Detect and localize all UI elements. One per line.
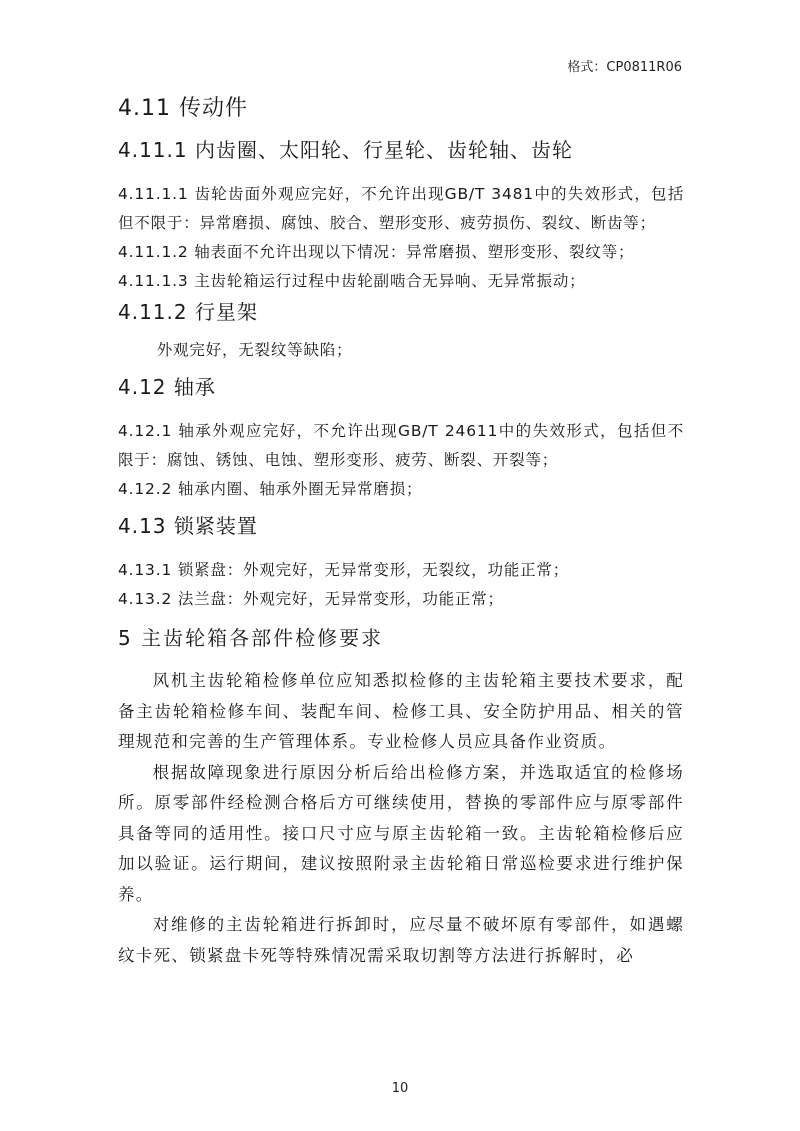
section-heading-4-11-1: 4.11.1 内齿圈、太阳轮、行星轮、齿轮轴、齿轮	[118, 138, 573, 162]
clause-4-13-2: 4.13.2 法兰盘：外观完好，无异常变形，功能正常；	[118, 590, 504, 608]
format-code: 格式：CP0811R06	[567, 60, 682, 75]
section-heading-4-13: 4.13 锁紧装置	[118, 514, 258, 538]
section-heading-5: 5 主齿轮箱各部件检修要求	[118, 626, 384, 650]
clause-4-13-1: 4.13.1 锁紧盘：外观完好，无异常变形，无裂纹，功能正常；	[118, 561, 570, 579]
section-heading-4-12: 4.12 轴承	[118, 375, 216, 399]
section-heading-4-11: 4.11 传动件	[118, 96, 248, 121]
clause-4-12-1: 4.12.1 轴承外观应完好，不允许出现GB/T 24611中的失效形式，包括但不限于：腐蚀、锈蚀、电蚀、塑形变形、疲劳、断裂、开裂等；	[118, 422, 684, 469]
page-content	[118, 92, 684, 971]
page-number: 10	[391, 1081, 409, 1096]
section-5-paragraph-2: 根据故障现象进行原因分析后给出检修方案，并选取适宜的检修场所。原零部件经检测合格后方可继续使用，替换的零部件应与原零部件具备等同的适用性。接口尺寸应与原主齿轮箱一致。主齿轮箱检修后应加以验证。运行期间，建议按照附录主齿轮箱日常巡检要求进行维护保养。	[118, 762, 684, 904]
clause-4-11-1-1: 4.11.1.1 齿轮齿面外观应完好，不允许出现GB/T 3481中的失效形式，包括但不限于：异常磨损、腐蚀、胶合、塑形变形、疲劳损伤、裂纹、断齿等；	[118, 185, 684, 232]
section-heading-4-11-2: 4.11.2 行星架	[118, 300, 258, 324]
clause-4-11-1-2: 4.11.1.2 轴表面不允许出现以下情况：异常磨损、塑形变形、裂纹等；	[118, 243, 635, 261]
section-5-paragraph-3: 对维修的主齿轮箱进行拆卸时，应尽量不破坏原有零部件，如遇螺纹卡死、锁紧盘卡死等特殊情况需采取切割等方法进行拆解时，必	[118, 915, 684, 965]
clause-4-11-1-3: 4.11.1.3 主齿轮箱运行过程中齿轮副啮合无异响、无异常振动；	[118, 272, 586, 290]
section-5-paragraph-1: 风机主齿轮箱检修单位应知悉拟检修的主齿轮箱主要技术要求，配备主齿轮箱检修车间、装配车间、检修工具、安全防护用品、相关的管理规范和完善的生产管理体系。专业检修人员应具备作业资质。	[118, 671, 684, 751]
clause-4-11-2-text: 外观完好，无裂纹等缺陷；	[156, 341, 353, 359]
clause-4-12-2: 4.12.2 轴承内圈、轴承外圈无异常磨损；	[118, 480, 423, 498]
